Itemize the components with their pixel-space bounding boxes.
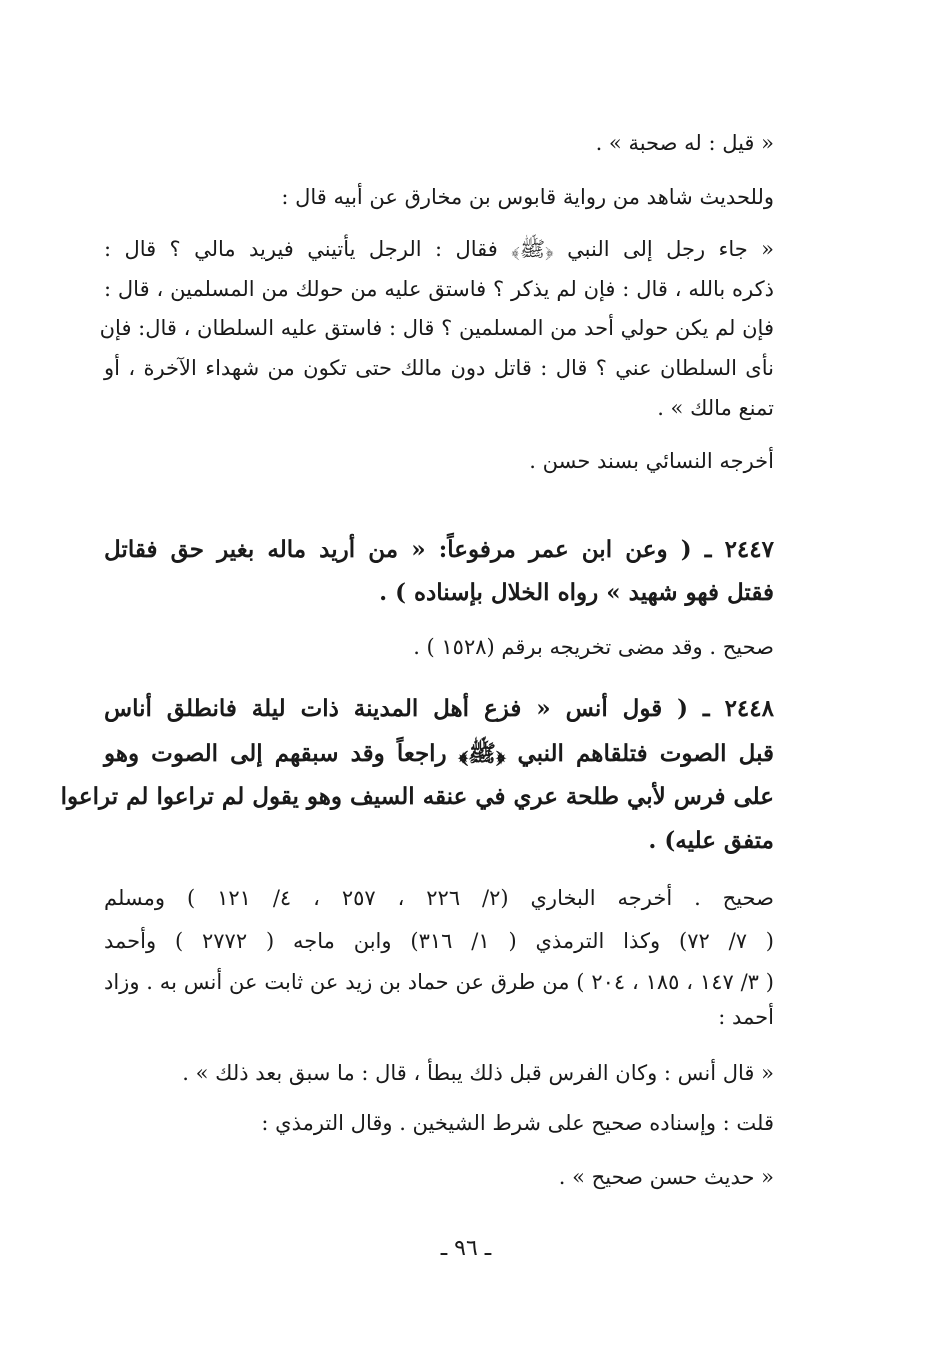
hadith-2448-line-2: قبل الصوت فتلقاهم النبي ﴿ﷺ﴾ راجعاً وقد سبقهم إلى الصوت وهو: [104, 740, 774, 767]
text-line-3: « جاء رجل إلى النبي ﴿ﷺ﴾ فقال : الرجل يأتيني فيريد مالي ؟ قال :: [104, 237, 774, 261]
hadith-2447-line-1: ٢٤٤٧ ـ ( وعن ابن عمر مرفوعاً: « من أريد ماله بغير حق فقاتل: [104, 536, 774, 563]
text-line-17: ( ٧/ ٧٢) وكذا الترمذي ( ١/ ٣١٦) وابن ماجه ( ٢٧٧٢ ) وأحمد: [104, 929, 774, 953]
text-line-6: نأى السلطان عني ؟ قال : قاتل دون مالك حتى تكون من شهداء الآخرة ، أو: [104, 356, 774, 380]
hadith-2448-line-4: متفق عليه) .: [648, 827, 774, 854]
text-line-7: تمنع مالك » .: [657, 396, 774, 420]
text-line-22: « حديث حسن صحيح » .: [558, 1165, 774, 1189]
text-line-4: ذكره بالله ، قال : فإن لم يذكر ؟ فاستق عليه من حولك من المسلمين ، قال :: [104, 277, 774, 301]
text-line-8: أخرجه النسائي بسند حسن .: [529, 449, 774, 473]
text-line-18: ( ٣/ ١٤٧ ، ١٨٥ ، ٢٠٤ ) من طرق عن حماد بن زيد عن ثابت عن أنس به . وزاد: [104, 970, 774, 994]
text-line-21: قلت : وإسناده صحيح على شرط الشيخين . وقال الترمذي :: [261, 1111, 774, 1135]
hadith-2447-line-2: فقتل فهو شهيد » رواه الخلال بإسناده ) .: [379, 579, 774, 606]
page-number: ـ ٩٦ ـ: [440, 1236, 492, 1261]
text-line-16: صحيح . أخرجه البخاري (٢/ ٢٢٦ ، ٢٥٧ ، ٤/ ١٢١ ) ومسلم: [104, 886, 774, 910]
text-line-11: صحيح . وقد مضى تخريجه برقم (١٥٢٨ ) .: [413, 635, 774, 659]
hadith-2448-line-1: ٢٤٤٨ ـ ( قول أنس « فزع أهل المدينة ذات ليلة فانطلق أناس: [104, 695, 774, 722]
text-line-2: وللحديث شاهد من رواية قابوس بن مخارق عن أبيه قال :: [281, 185, 774, 209]
text-line-1: « قيل : له صحبة » .: [595, 131, 774, 155]
text-line-20: « قال أنس : وكان الفرس قبل ذلك يبطأ ، قال : ما سبق بعد ذلك » .: [182, 1061, 774, 1085]
hadith-2448-line-3: على فرس لأبي طلحة عري في عنقه السيف وهو يقول لم تراعوا لم تراعوا: [60, 783, 774, 810]
text-line-5: فإن لم يكن حولي أحد من المسلمين ؟ قال : فاستق عليه السلطان ، قال: فإن: [99, 316, 774, 340]
text-line-19: أحمد :: [718, 1005, 774, 1029]
